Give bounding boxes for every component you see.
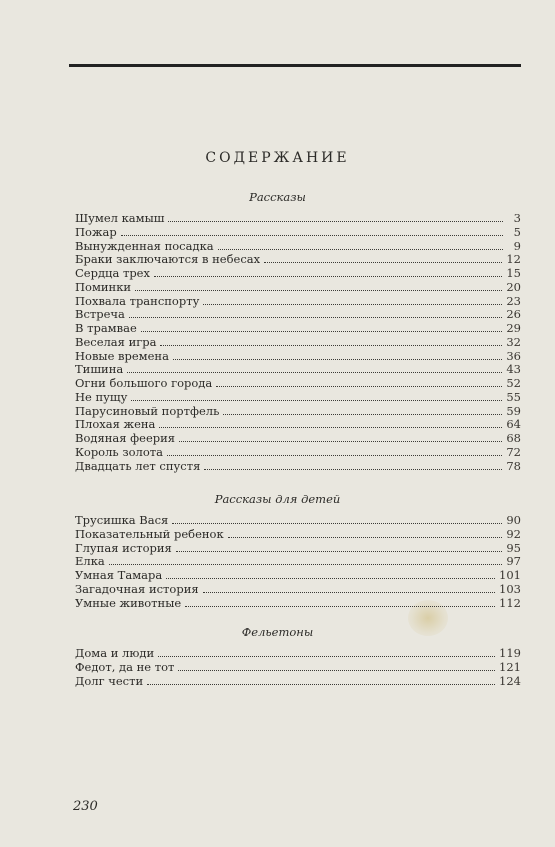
leader-dots [228, 529, 503, 538]
section-heading-children-stories: Рассказы для детей [214, 492, 341, 506]
toc-entry [75, 253, 521, 267]
leader-dots [167, 447, 502, 456]
toc-entry-title: Парусиновый портфель [75, 403, 220, 418]
toc-entry-page: 92 [506, 526, 521, 541]
toc-entry-page: 52 [506, 376, 521, 390]
toc-entry-page: 29 [506, 321, 521, 335]
toc-entry [75, 391, 521, 405]
leader-dots [166, 570, 495, 579]
toc-entry-page: 95 [506, 540, 521, 555]
leader-dots [176, 543, 503, 552]
toc-entry-title: Веселая игра [75, 334, 157, 349]
toc-entry-title: В трамвае [75, 321, 137, 335]
toc-entry [75, 308, 521, 322]
leader-dots [154, 268, 502, 277]
toc-entry-page: 20 [506, 279, 521, 294]
toc-entry [75, 281, 521, 295]
toc-list-feuilletons [75, 647, 521, 688]
leader-dots [223, 406, 502, 415]
toc-entry [75, 569, 521, 583]
toc-entry [75, 363, 521, 377]
toc-entry-title: Показательный ребенок [75, 526, 224, 541]
toc-entry [75, 446, 521, 460]
toc-entry-page: 90 [506, 513, 521, 527]
toc-entry-title: Дома и люди [75, 646, 155, 660]
toc-entry [75, 675, 521, 689]
toc-entry [75, 322, 521, 336]
leader-dots [147, 676, 495, 685]
leader-dots [264, 254, 502, 263]
leader-dots [141, 323, 503, 332]
toc-entry-page: 68 [506, 431, 521, 445]
toc-entry-page: 59 [506, 403, 521, 418]
toc-entry-title: Двадцать лет спустя [75, 458, 201, 473]
toc-entry [75, 405, 521, 419]
leader-dots [203, 584, 495, 593]
toc-entry-title: Тишина [75, 362, 124, 377]
leader-dots [129, 309, 502, 318]
toc-entry-title: Не пущу [75, 389, 128, 404]
toc-entry [75, 583, 521, 597]
toc-entry-title: Умная Тамара [75, 568, 163, 582]
toc-entry-page: 119 [499, 646, 521, 660]
toc-entry-title: Шумел камыш [75, 211, 165, 225]
toc-entry-page: 3 [513, 211, 521, 225]
toc-entry-page: 78 [506, 458, 521, 473]
page-number: 230 [73, 799, 98, 814]
toc-entry [75, 555, 521, 569]
toc-entry-page: 55 [506, 389, 521, 404]
toc-entry-page: 9 [513, 238, 521, 253]
section-heading-stories: Рассказы [249, 190, 306, 204]
toc-entry-page: 32 [506, 334, 521, 349]
leader-dots [172, 515, 502, 524]
toc-entry-page: 12 [506, 252, 521, 267]
toc-entry-title: Новые времена [75, 348, 169, 363]
toc-entry [75, 418, 521, 432]
toc-entry-title: Загадочная история [75, 581, 199, 596]
leader-dots [158, 648, 495, 657]
toc-entry-title: Король золота [75, 444, 163, 459]
toc-entry-page: 43 [506, 362, 521, 377]
toc-entry-page: 64 [506, 417, 521, 432]
toc-list-stories [75, 212, 521, 473]
toc-entry [75, 377, 521, 391]
toc-entry-title: Трусишка Вася [75, 513, 169, 527]
toc-entry-title: Глупая история [75, 540, 172, 555]
leader-dots [168, 213, 503, 222]
toc-entry-page: 121 [499, 659, 521, 674]
toc-entry-title: Сердца трех [75, 266, 150, 280]
top-rule [69, 64, 521, 67]
toc-entry-title: Долг чести [75, 673, 144, 688]
leader-dots [203, 296, 502, 305]
toc-entry [75, 212, 521, 226]
toc-entry [75, 240, 521, 254]
leader-dots [121, 227, 503, 236]
leader-dots [159, 419, 502, 428]
toc-entry [75, 528, 521, 542]
toc-entry-title: Поминки [75, 279, 132, 294]
toc-entry [75, 350, 521, 364]
toc-entry-page: 36 [506, 348, 521, 363]
toc-entry-title: Огни большого города [75, 376, 213, 390]
toc-entry-page: 72 [506, 444, 521, 459]
toc-entry [75, 514, 521, 528]
toc-entry [75, 336, 521, 350]
toc-entry [75, 542, 521, 556]
toc-entry [75, 226, 521, 240]
leader-dots [216, 378, 502, 387]
toc-entry [75, 661, 521, 675]
leader-dots [127, 364, 502, 373]
toc-entry-page: 26 [506, 307, 521, 322]
toc-entry-title: Умные животные [75, 595, 182, 610]
leader-dots [178, 662, 495, 671]
leader-dots [109, 556, 503, 565]
leader-dots [179, 433, 502, 442]
leader-dots [173, 351, 502, 360]
toc-entry-title: Встреча [75, 307, 125, 322]
toc-entry-title: Вынужденная посадка [75, 238, 214, 253]
toc-entry-title: Федот, да не тот [75, 659, 175, 674]
toc-entry-title: Елка [75, 554, 105, 569]
toc-entry [75, 647, 521, 661]
toc-entry-page: 124 [499, 673, 521, 688]
leader-dots [135, 282, 502, 291]
toc-entry [75, 432, 521, 446]
toc-entry-page: 97 [506, 554, 521, 569]
leader-dots [185, 598, 495, 607]
toc-entry-page: 15 [506, 266, 521, 280]
toc-entry [75, 460, 521, 474]
toc-entry-page: 5 [513, 224, 521, 239]
toc-list-children-stories [75, 514, 521, 610]
toc-entry [75, 267, 521, 281]
page-title: СОДЕРЖАНИЕ [205, 150, 350, 166]
toc-entry-title: Водяная феерия [75, 431, 176, 445]
leader-dots [204, 461, 502, 470]
toc-entry-title: Пожар [75, 224, 117, 239]
toc-entry-page: 101 [499, 568, 521, 582]
toc-entry-title: Похвала транспорту [75, 293, 200, 308]
toc-entry-title: Браки заключаются в небесах [75, 252, 261, 267]
toc-entry-page: 103 [499, 581, 521, 596]
leader-dots [160, 337, 502, 346]
section-heading-feuilletons: Фельетоны [241, 625, 314, 639]
leader-dots [218, 241, 503, 250]
toc-entry [75, 295, 521, 309]
leader-dots [131, 392, 502, 401]
toc-entry-page: 23 [506, 293, 521, 308]
toc-entry [75, 597, 521, 611]
toc-entry-page: 112 [499, 595, 521, 610]
toc-entry-title: Плохая жена [75, 417, 156, 432]
